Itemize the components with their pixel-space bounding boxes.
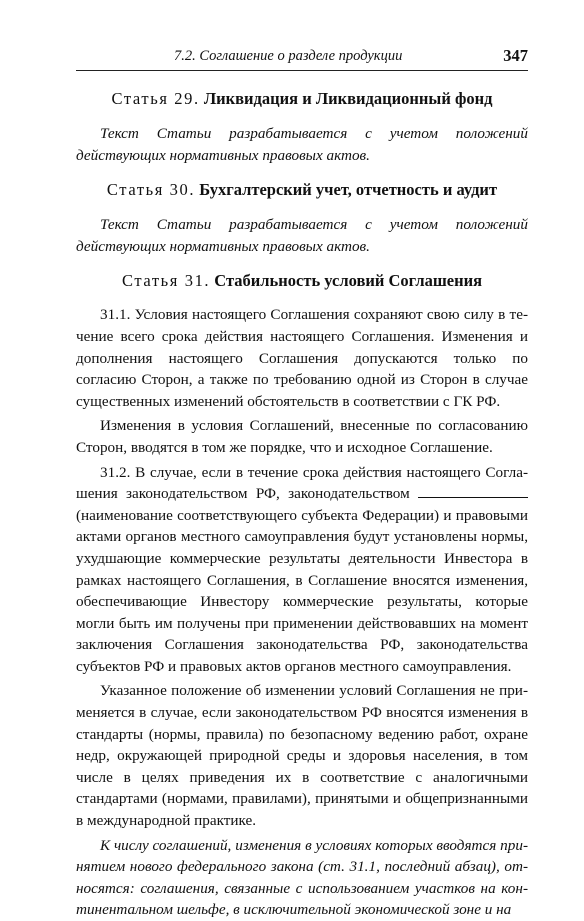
paragraph-amendments: Изменения в условия Соглашений, внесенные по согласованию Сторон, вводятся в том же порядке, что и исходное Соглашение. [76,417,528,456]
article-title: Бухгалтерский учет, отчетность и аудит [199,180,498,200]
paragraph-31-2-start: 31.2. В случае, если в течение срока действия настоящего Соглашения законодательством РФ, законодательством [76,463,528,503]
paragraph-31-2 [76,462,528,678]
paragraph-31-1: 31.1. Условия настоящего Соглашения сохраняют свою силу в течение всего срока действия настоящего Соглашения. Изменения и дополнения настоящего Соглашения допускаются только по согласию Сторон, а также по требованию одной из Сторон в случае существенных изменений обстоятельств в соответствии с ГК РФ. [76,306,528,410]
article-label: Статья 29. [111,89,200,108]
running-header [76,44,528,71]
article-30-body: Текст Статьи разрабатывается с учетом положений действующих нормативных правовых актов. [76,216,528,255]
article-29-body: Текст Статьи разрабатывается с учетом положений действующих нормативных правовых актов. [76,125,528,164]
page-number: 347 [503,46,528,65]
paragraph-exception: Указанное положение об изменении условий Соглашения не применяется в случае, если законодательством РФ вносятся изменения в стандарты (нормы, правила) по безопасному ведению работ, охране недр, окружающей природной среды и здоровья населения, в том числе в целях приведения их в соответствие с аналогичными стандартами (нормами, правилами), принятыми и общепризнанными в международной практике. [76,682,528,830]
page-content [76,88,528,921]
article-title: Стабильность условий Соглашения [214,271,483,291]
article-title: Ликвидация и Ликвидационный фонд [203,89,493,108]
blank-line [418,483,528,498]
running-title: 7.2. Соглашение о разделе продукции [174,48,403,64]
article-label: Статья 30. [106,180,196,200]
paragraph-agreements-list: К числу соглашений, изменения в условиях которых вводятся принятием нового федерального закона (ст. 31.1, последний абзац), относятся: соглашения, связанные с использованием участков на континентальном шельфе, в исключительной экономической зоне и на [76,836,528,919]
article-31-heading [76,270,528,292]
paragraph-31-2-rest: (наименование соответствующего субъекта Федерации) и правовыми актами органов местного самоуправления будут установлены нормы, ухудшающие коммерческие результаты деятельности Инвестора в рамках настоящего Соглашения, в Соглашение вносятся изменения, обеспечивающие Инвестору коммерческие результаты, которые могли быть им получены при применении действовавших на момент заключения Соглашения законодательства РФ, законодательства субъектов РФ и правовых актов органов местного самоуправления. [76,506,528,675]
article-29-heading [76,88,528,110]
article-label: Статья 31. [121,271,211,291]
article-30-heading [76,179,528,201]
